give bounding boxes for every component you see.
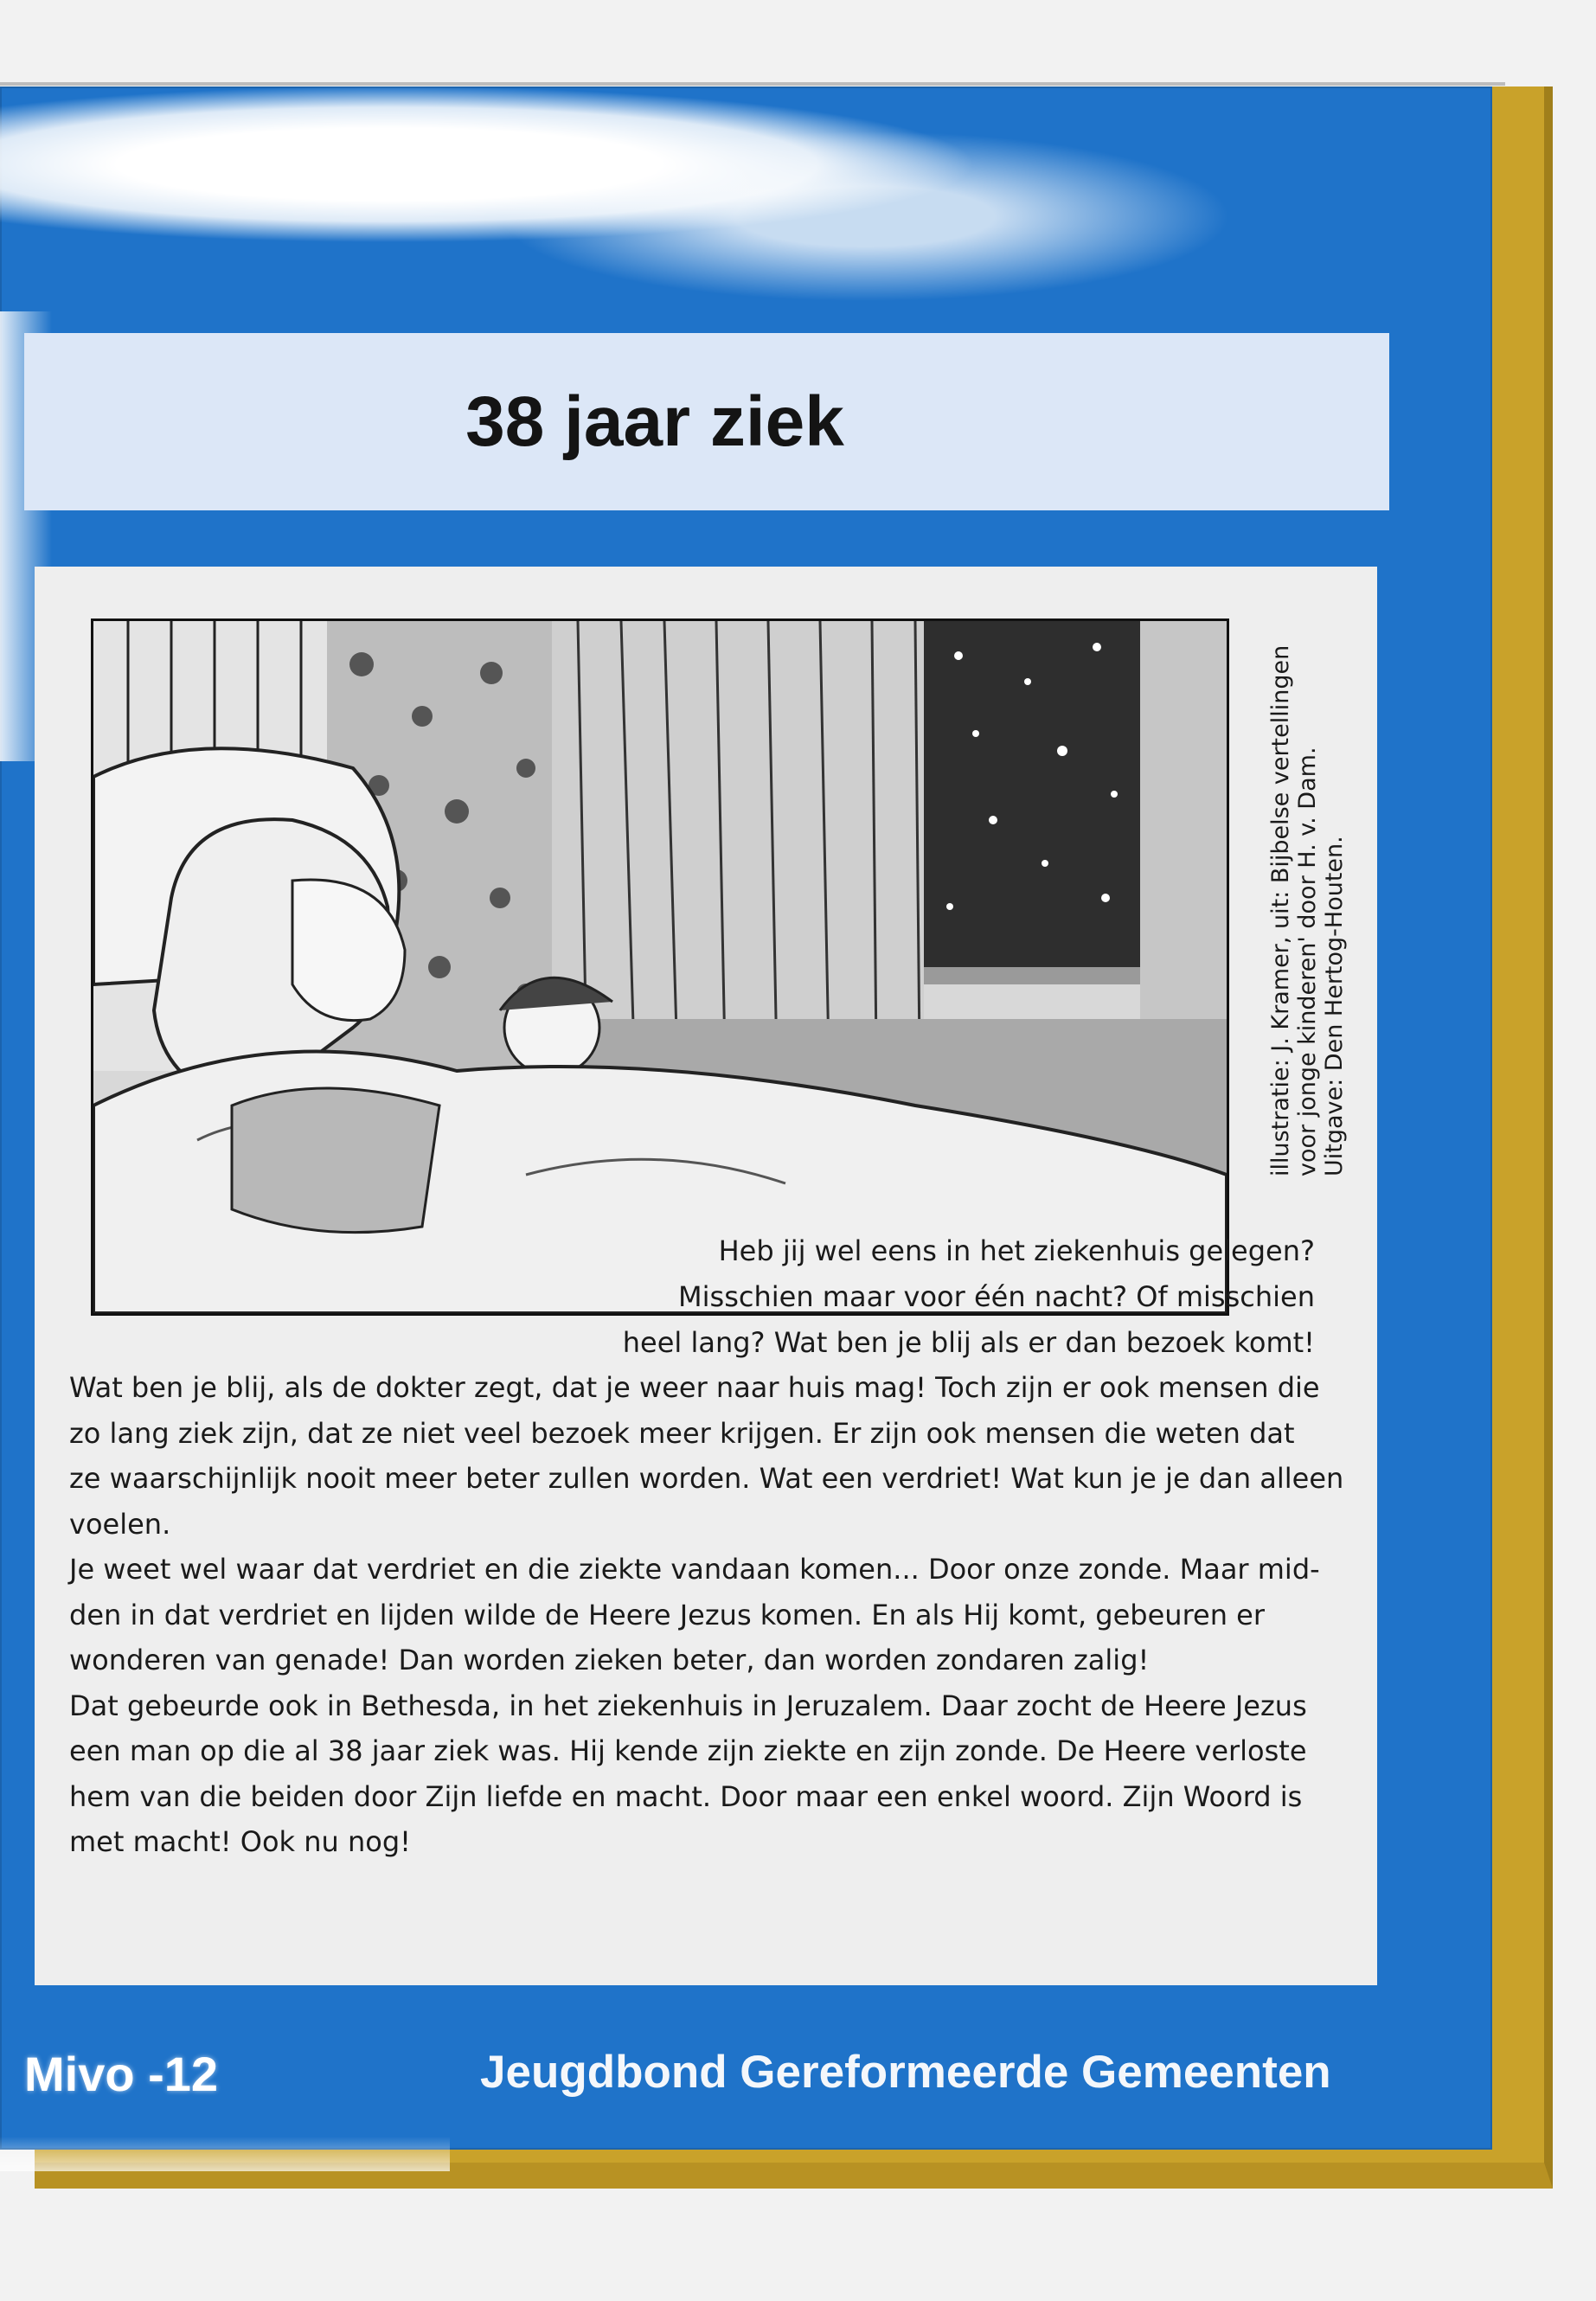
issue-label: Mivo -12 bbox=[24, 2047, 219, 2101]
story-line: een man op die al 38 jaar ziek was. Hij kende zijn ziekte en zijn zonde. De Heere verloste bbox=[69, 1734, 1307, 1767]
story-line: met macht! Ook nu nog! bbox=[69, 1825, 411, 1858]
story-line: voelen. bbox=[69, 1507, 171, 1541]
story-line: wonderen van genade! Dan worden zieken beter, dan worden zondaren zalig! bbox=[69, 1644, 1150, 1676]
credit-line: voor jonge kinderen' door H. v. Dam. bbox=[1294, 747, 1321, 1176]
print-grain-top bbox=[0, 87, 1492, 329]
credit-line: Uitgave: Den Hertog-Houten. bbox=[1321, 836, 1348, 1176]
intro-line: heel lang? Wat ben je blij als er dan bezoek komt! bbox=[622, 1326, 1315, 1359]
story-line: den in dat verdriet en lijden wilde de Heere Jezus komen. En als Hij komt, gebeuren er bbox=[69, 1598, 1266, 1631]
story-line: Wat ben je blij, als de dokter zegt, dat je weer naar huis mag! Toch zijn er ook mensen die bbox=[69, 1371, 1320, 1404]
publisher-label: Jeugdbond Gereformeerde Gemeenten bbox=[480, 2047, 1331, 2098]
title-bar bbox=[24, 333, 1389, 510]
credit-line: illustratie: J. Kramer, uit: Bijbelse vertellingen bbox=[1267, 644, 1294, 1176]
page-title: 38 jaar ziek bbox=[465, 381, 844, 461]
illustration-credit bbox=[1267, 614, 1397, 1176]
scan-edge bbox=[0, 82, 1505, 86]
story-line: Je weet wel waar dat verdriet en die ziekte vandaan komen... Door onze zonde. Maar mid- bbox=[69, 1553, 1320, 1586]
story-line: hem van die beiden door Zijn liefde en macht. Door maar een enkel woord. Zijn Woord is bbox=[69, 1779, 1303, 1813]
intro-text bbox=[536, 1228, 1315, 1366]
intro-line: Heb jij wel eens in het ziekenhuis gelegen? bbox=[718, 1234, 1315, 1267]
story-text bbox=[69, 1365, 1367, 1865]
intro-line: Misschien maar voor één nacht? Of misschien bbox=[678, 1280, 1315, 1313]
story-line: zo lang ziek zijn, dat ze niet veel bezoek meer krijgen. Er zijn ook mensen die weten dat bbox=[69, 1416, 1295, 1450]
girl-in-bed-illustration bbox=[91, 619, 1229, 1316]
print-grain-bottom bbox=[0, 2137, 450, 2171]
story-line: ze waarschijnlijk nooit meer beter zullen worden. Wat een verdriet! Wat kun je je dan alleen bbox=[69, 1462, 1344, 1495]
story-line: Dat gebeurde ook in Bethesda, in het ziekenhuis in Jeruzalem. Daar zocht de Heere Jezus bbox=[69, 1689, 1307, 1722]
